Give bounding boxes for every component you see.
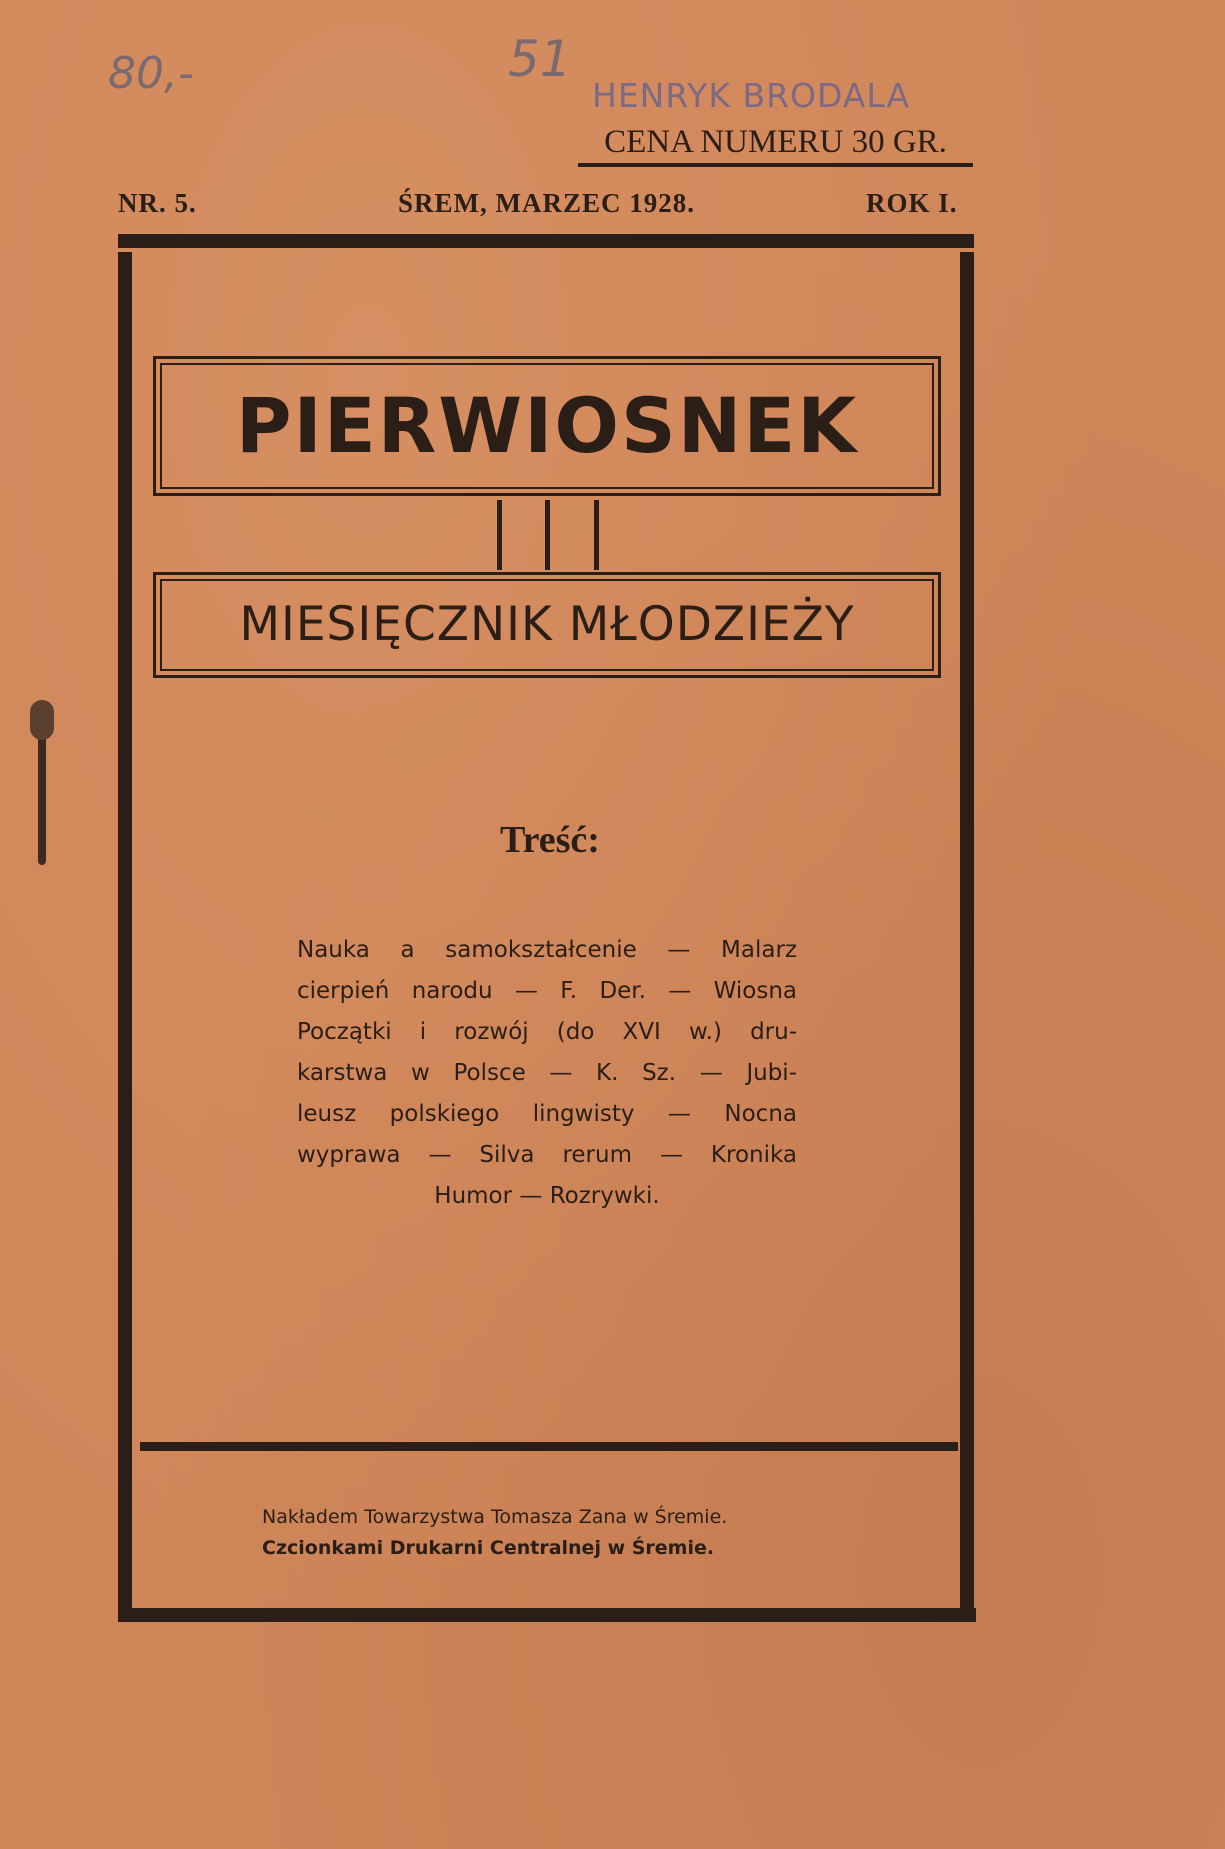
- contents-line: Humor — Rozrywki.: [434, 1183, 660, 1209]
- contents-list: [297, 930, 797, 1217]
- printer-line: Czcionkami Drukarni Centralnej w Śremie.: [262, 1537, 715, 1559]
- connector-bar: [497, 500, 502, 570]
- magazine-subtitle: MIESIĘCZNIK MŁODZIEŻY: [239, 597, 855, 652]
- frame-top-rule: [118, 234, 974, 248]
- binding-hole: [30, 700, 54, 740]
- contents-line: leusz polskiego lingwisty — Nocna: [297, 1101, 797, 1127]
- issue-number: NR. 5.: [118, 188, 197, 218]
- magazine-title: PIERWIOSNEK: [235, 381, 859, 470]
- title-box: [153, 356, 941, 496]
- handwritten-price-note: 80,-: [108, 48, 194, 99]
- volume-year: ROK I.: [866, 188, 958, 218]
- publisher-line: Nakładem Towarzystwa Tomasza Zana w Śremie.: [262, 1506, 728, 1528]
- issue-price: CENA NUMERU 30 GR.: [578, 124, 973, 167]
- contents-line: karstwa w Polsce — K. Sz. — Jubi-: [297, 1060, 797, 1086]
- contents-heading: Treść:: [500, 819, 600, 861]
- frame-left-rule: [118, 252, 132, 1614]
- subtitle-box: [153, 572, 941, 678]
- connector-bar: [545, 500, 550, 570]
- contents-line: cierpień narodu — F. Der. — Wiosna: [297, 978, 797, 1004]
- place-and-date: ŚREM, MARZEC 1928.: [398, 188, 696, 218]
- frame-footer-divider: [140, 1442, 958, 1451]
- frame-right-rule: [960, 252, 974, 1614]
- connector-bar: [594, 500, 599, 570]
- frame-bottom-rule: [118, 1608, 976, 1622]
- publisher-imprint: [262, 1502, 727, 1564]
- contents-line: Początki i rozwój (do XVI w.) dru-: [297, 1019, 797, 1045]
- ownership-stamp: HENRYK BRODALA: [592, 76, 911, 115]
- handwritten-number-note: 51: [508, 30, 572, 88]
- contents-line: wyprawa — Silva rerum — Kronika: [297, 1142, 797, 1168]
- contents-line: Nauka a samokształcenie — Malarz: [297, 937, 797, 963]
